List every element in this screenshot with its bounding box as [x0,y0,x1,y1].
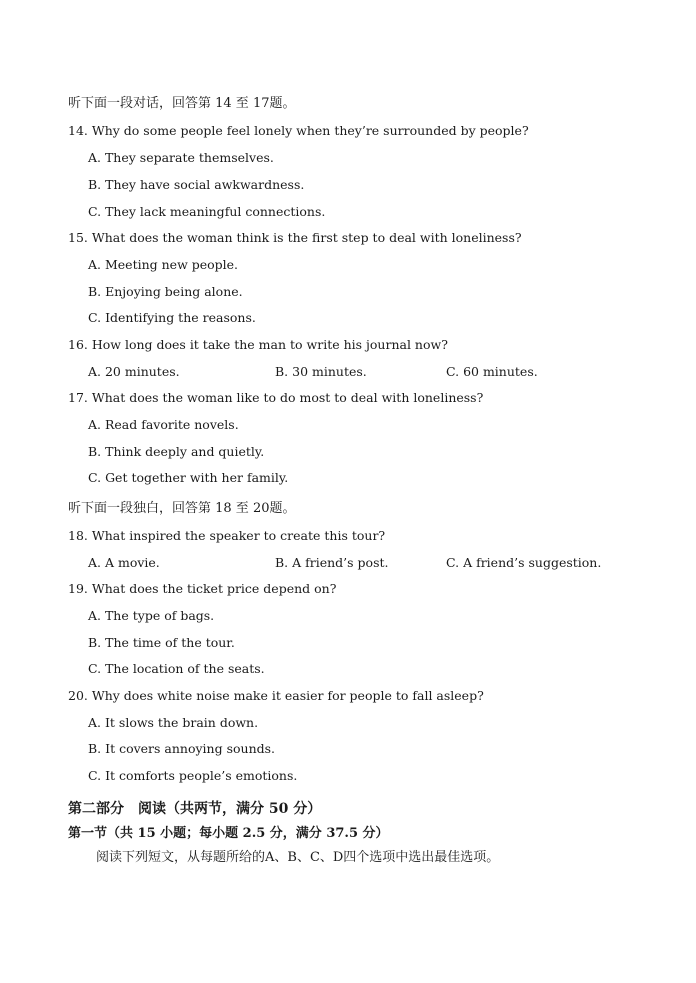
question-18-option-b: B. A friend’s post. [275,555,389,570]
question-14-option-b: B. They have social awkwardness. [88,177,305,192]
question-17-option-b: B. Think deeply and quietly. [88,444,265,459]
question-19: 19. What does the ticket price depend on? [68,581,337,596]
question-17: 17. What does the woman like to do most to deal with loneliness? [68,390,484,405]
question-15: 15. What does the woman think is the first step to deal with loneliness? [68,230,522,245]
question-14: 14. Why do some people feel lonely when they’re surrounded by people? [68,123,529,138]
question-14-option-a: A. They separate themselves. [88,150,274,165]
question-18: 18. What inspired the speaker to create this tour? [68,528,386,543]
question-19-option-c: C. The location of the seats. [88,661,265,676]
question-15-option-b: B. Enjoying being alone. [88,284,243,299]
question-16-option-b: B. 30 minutes. [275,364,367,379]
question-20-option-c: C. It comforts people’s emotions. [88,768,298,783]
question-20: 20. Why does white noise make it easier for people to fall asleep? [68,688,484,703]
question-18-option-c: C. A friend’s suggestion. [446,555,602,570]
dialogue-intro-14-17: 听下面一段对话，回答第 14 至 17题。 [68,96,296,111]
question-17-option-a: A. Read favorite novels. [88,417,239,432]
question-20-option-b: B. It covers annoying sounds. [88,741,276,756]
reading-instruction: 阅读下列短文，从每题所给的A、B、C、D四个选项中选出最佳选项。 [96,850,500,865]
section-one-heading: 第一节（共 15 小题；每小题 2.5 分，满分 37.5 分） [68,826,389,841]
question-16: 16. How long does it take the man to write his journal now? [68,337,448,352]
question-16-option-a: A. 20 minutes. [88,364,180,379]
question-14-option-c: C. They lack meaningful connections. [88,204,326,219]
question-16-option-c: C. 60 minutes. [446,364,538,379]
part-two-heading: 第二部分 阅读（共两节，满分 50 分） [68,801,322,817]
question-15-option-a: A. Meeting new people. [88,257,239,272]
question-17-option-c: C. Get together with her family. [88,470,289,485]
question-15-option-c: C. Identifying the reasons. [88,310,256,325]
question-20-option-a: A. It slows the brain down. [88,715,259,730]
question-18-option-a: A. A movie. [88,555,160,570]
question-19-option-b: B. The time of the tour. [88,635,235,650]
question-19-option-a: A. The type of bags. [88,608,215,623]
monologue-intro-18-20: 听下面一段独白，回答第 18 至 20题。 [68,501,296,516]
